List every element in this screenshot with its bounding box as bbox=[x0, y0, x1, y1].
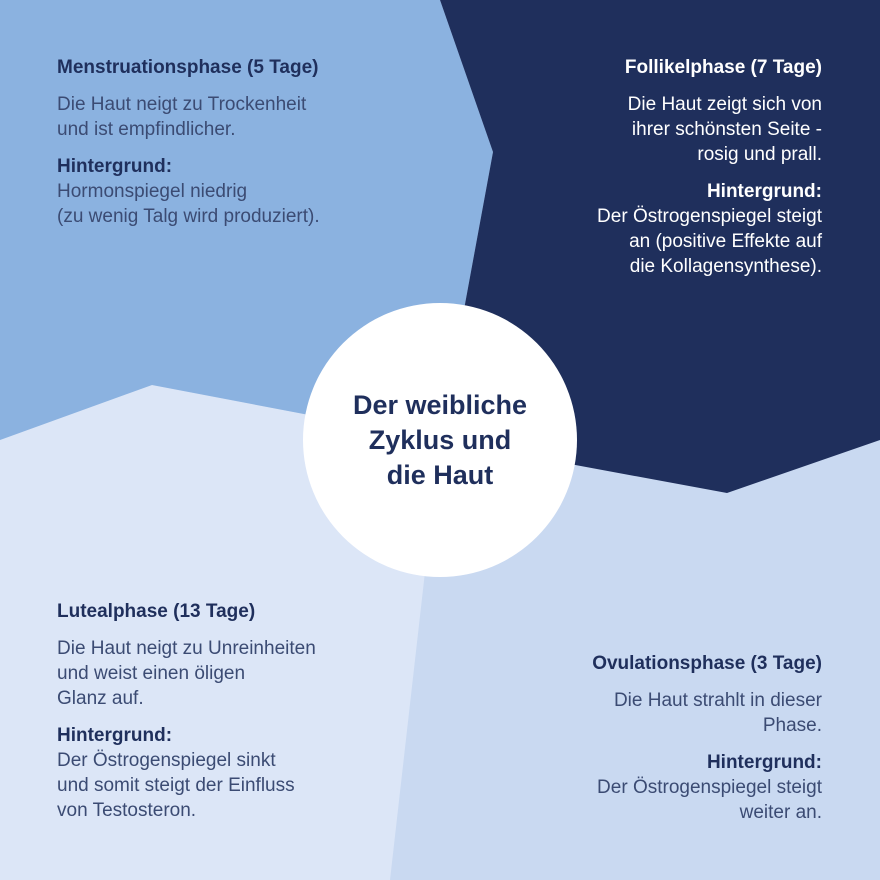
follikel-phase-description: Die Haut zeigt sich von ihrer schönsten Seite - rosig und prall. bbox=[627, 94, 822, 165]
ovulation-background-text: Der Östrogenspiegel steigt weiter an. bbox=[597, 777, 822, 823]
menstruation-phase-title: Menstruationsphase (5 Tage) bbox=[57, 57, 319, 78]
ovulation-phase-title: Ovulationsphase (3 Tage) bbox=[592, 653, 822, 674]
luteal-phase-description: Die Haut neigt zu Unreinheiten und weist einen öligen Glanz auf. bbox=[57, 638, 316, 709]
follikel-phase-panel bbox=[492, 55, 822, 279]
luteal-phase-title: Lutealphase (13 Tage) bbox=[57, 601, 256, 622]
ovulation-phase-description: Die Haut strahlt in dieser Phase. bbox=[613, 690, 822, 736]
follikel-phase-title: Follikelphase (7 Tage) bbox=[624, 57, 822, 78]
luteal-background-label: Hintergrund: bbox=[57, 725, 173, 746]
follikel-background-text: Der Östrogenspiegel steigt an (positive Effekte auf die Kollagensynthese). bbox=[597, 206, 822, 277]
center-title: Der weibliche Zyklus und die Haut bbox=[352, 389, 528, 490]
menstruation-background-label: Hintergrund: bbox=[57, 156, 173, 177]
menstruation-phase-panel bbox=[57, 55, 417, 229]
luteal-phase-panel bbox=[57, 599, 417, 823]
follikel-background-label: Hintergrund: bbox=[706, 181, 822, 202]
menstruation-phase-description: Die Haut neigt zu Trockenheit und ist empfindlicher. bbox=[57, 94, 307, 140]
ovulation-phase-panel bbox=[492, 651, 822, 825]
ovulation-background-label: Hintergrund: bbox=[706, 752, 822, 773]
menstruation-background-text: Hormonspiegel niedrig (zu wenig Talg wird produziert). bbox=[57, 181, 320, 227]
center-circle bbox=[303, 303, 577, 577]
luteal-background-text: Der Östrogenspiegel sinkt und somit steigt der Einfluss von Testosteron. bbox=[57, 750, 295, 821]
